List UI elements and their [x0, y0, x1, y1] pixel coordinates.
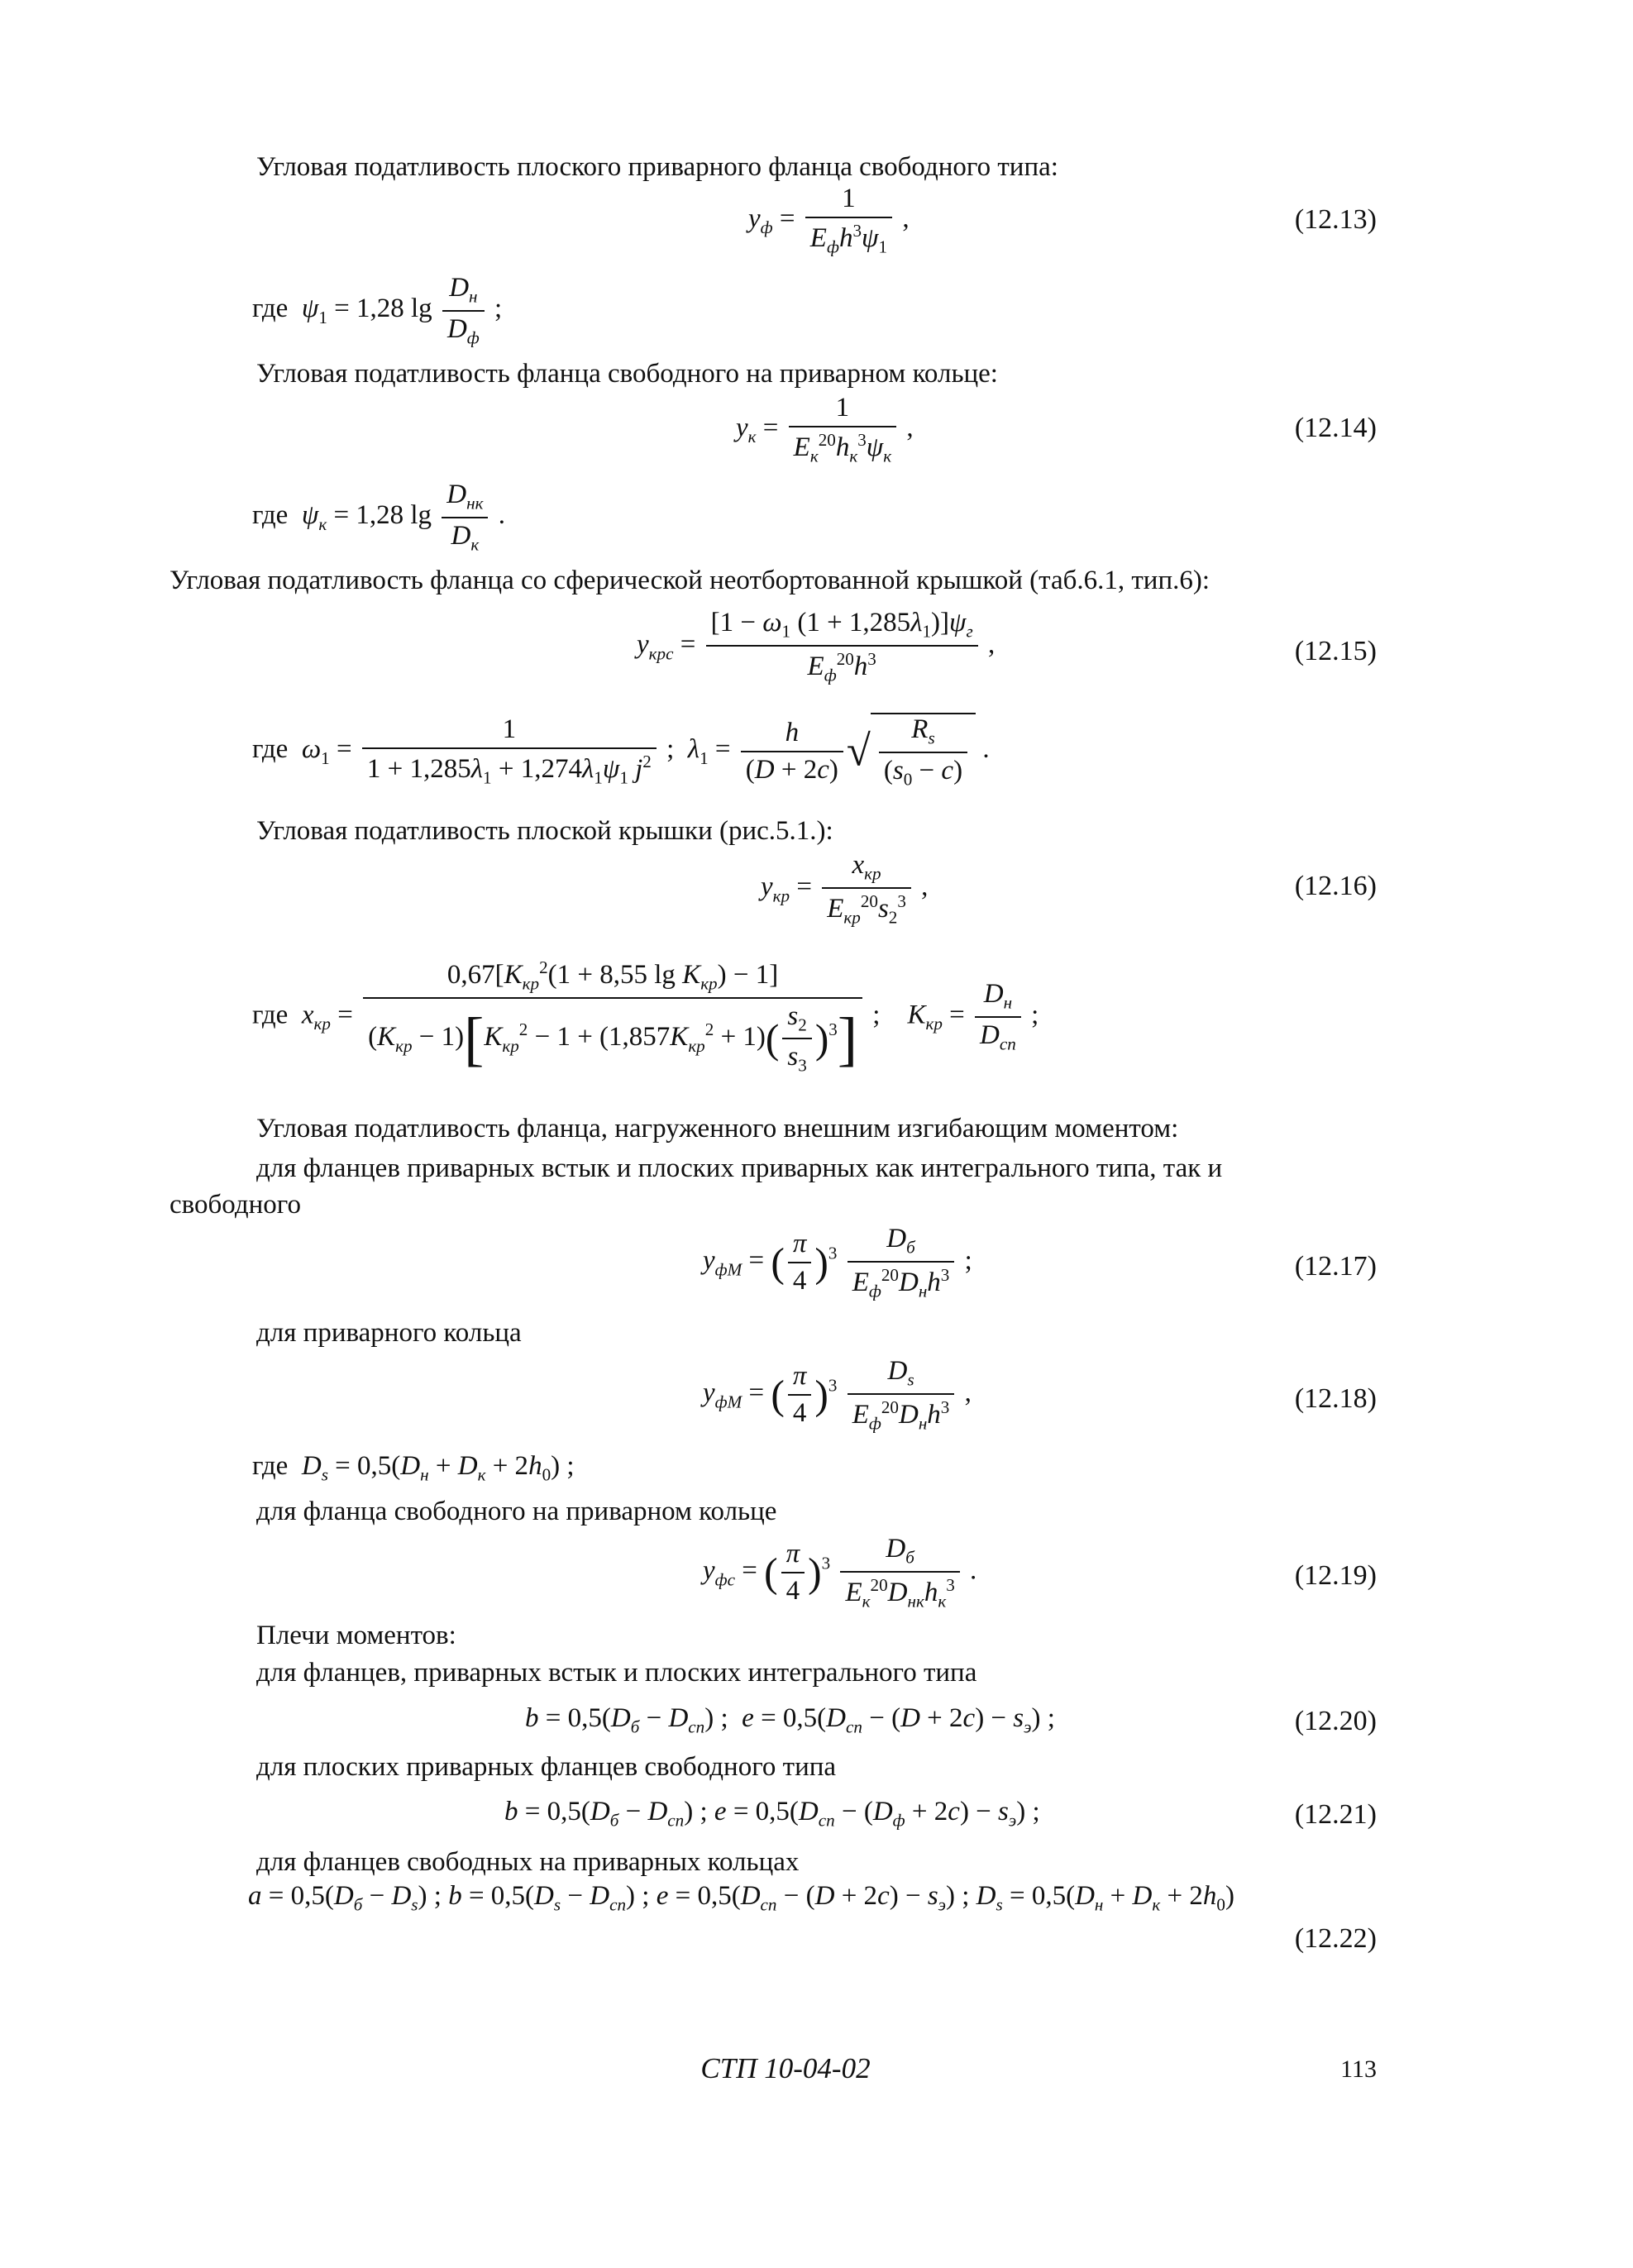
equation-number-12-17: (12.17): [1294, 1251, 1377, 1282]
formula-12-18: $y_{фМ}$ = ( $\frac{\pi}{4}$ )$^3$ $\frac{D_s}{E_ф^{20}D_нh^3}$ ,: [703, 1356, 972, 1434]
paragraph-flat-cover: Угловая податливость плоской крышки (рис.5.1.):: [256, 816, 833, 846]
paragraph-free-on-ring: для фланца свободного на приварном кольце: [256, 1497, 777, 1526]
formula-Ds: где $D_s = 0,5(D_н + D_к + 2h_0)$ ;: [252, 1451, 575, 1485]
page-number: 113: [1340, 2056, 1377, 2083]
formula-psi1: где $\psi_1 = 1,28$ lg $\frac{D_н}{D_ф}$ ;: [252, 273, 503, 348]
formula-12-19: $y_{фс}$ = ( $\frac{\pi}{4}$ )$^3$ $\frac{D_б}{E_к^{20}D_{нк}h_к^3}$ .: [703, 1534, 977, 1611]
equation-number-12-21: (12.21): [1294, 1799, 1377, 1830]
paragraph-flat-free-flange: Угловая податливость плоского приварного фланца свободного типа:: [256, 152, 1058, 182]
paragraph-spherical-cover: Угловая податливость фланца со сферической неотбортованной крышкой (таб.6.1, тип.6):: [170, 566, 1210, 595]
paragraph-external-moment: Угловая податливость фланца, нагруженного внешним изгибающим моментом:: [256, 1114, 1179, 1144]
paragraph-weld-neck-line2: свободного: [170, 1190, 302, 1220]
formula-12-14: $y_к$ = $\frac{1}{E_к^{20}h_к^3\psi_к}$ ,: [736, 393, 914, 466]
equation-number-12-14: (12.14): [1294, 413, 1377, 443]
equation-number-12-22: (12.22): [1294, 1923, 1377, 1954]
formula-12-13: $y_ф$ = $\frac{1}{E_фh^3\psi_1}$ ,: [748, 184, 910, 257]
paragraph-free-flange-ring: Угловая податливость фланца свободного на приварном кольце:: [256, 359, 998, 389]
equation-number-12-16: (12.16): [1294, 871, 1377, 901]
paragraph-weld-neck-line1: для фланцев приварных встык и плоских приварных как интегрального типа, так и: [256, 1153, 1223, 1183]
formula-omega1-lambda1: где $\omega_1$ = $\frac{1}{1 + 1,285\lambda_1 + 1,274\lambda_1\psi_1 j^2}$ ; $\lambda_1$ = $\frac{h}{(D + 2c)}$ √ $\frac{R_s}{(s_0 - c)}$ .: [252, 714, 990, 790]
formula-12-20: $b = 0,5(D_б - D_{сп})$ ; $e = 0,5(D_{сп} - (D + 2c) - s_э)$ ;: [525, 1703, 1055, 1737]
formula-12-22: $a = 0,5(D_б - D_s)$ ; $b = 0,5(D_s - D_{сп})$ ; $e = 0,5(D_{сп} - (D + 2c) - s_э)$ ; $D_s = 0,5(D_н + D_к + 2h_0)$: [248, 1881, 1234, 1915]
equation-number-12-13: (12.13): [1294, 204, 1377, 235]
document-code: СТП 10-04-02: [700, 2052, 871, 2084]
paragraph-weld-neck-integral: для фланцев, приварных встык и плоских интегрального типа: [256, 1658, 977, 1688]
where-label: где: [252, 1000, 289, 1030]
paragraph-moment-arms: Плечи моментов:: [256, 1621, 456, 1650]
formula-12-16: $y_{кр}$ = $\frac{x_{кр}}{E_{кр}^{20}s_2^3}$ ,: [761, 850, 929, 928]
formula-12-17: $y_{фМ}$ = ( $\frac{\pi}{4}$ )$^3$ $\frac{D_б}{E_ф^{20}D_нh^3}$ ;: [703, 1224, 972, 1301]
formula-psi-k: где $\psi_к = 1,28$ lg $\frac{D_{нк}}{D_к}$ .: [252, 480, 505, 555]
equation-number-12-20: (12.20): [1294, 1706, 1377, 1736]
equation-number-12-15: (12.15): [1294, 636, 1377, 666]
where-label: где: [252, 734, 289, 765]
where-label: где: [252, 1451, 289, 1481]
equation-number-12-18: (12.18): [1294, 1383, 1377, 1414]
where-label: где: [252, 294, 289, 324]
paragraph-flat-free-type: для плоских приварных фланцев свободного типа: [256, 1752, 837, 1782]
paragraph-free-on-rings: для фланцев свободных на приварных кольцах: [256, 1847, 800, 1877]
paragraph-weld-ring: для приварного кольца: [256, 1318, 522, 1348]
where-label: где: [252, 500, 289, 531]
formula-x-kr-K-kr: где $x_{кр}$ = $0,67[K_{кр}^2(1 + 8,55$ $\lg K_{кр}) - 1$] $(K_{кр} - 1)[K_{кр}^2 - 1 + (1,857K_{кр}^2 + 1)$( $\frac{s_2}{s_3}$ )$^3$] ; $K_{кр}$ = $\frac{D_н}{D_{сп}}$ ;: [252, 957, 1039, 1076]
formula-12-21: $b = 0,5(D_б - D_{сп})$ ; $e = 0,5(D_{сп} - (D_ф + 2c) - s_э)$ ;: [504, 1797, 1040, 1831]
equation-number-12-19: (12.19): [1294, 1560, 1377, 1591]
formula-12-15: $y_{крс}$ = $\frac{[1 - \omega_1 (1 + 1,285\lambda_1)]\psi_г}{E_ф^{20}h^3}$ ,: [637, 608, 996, 685]
